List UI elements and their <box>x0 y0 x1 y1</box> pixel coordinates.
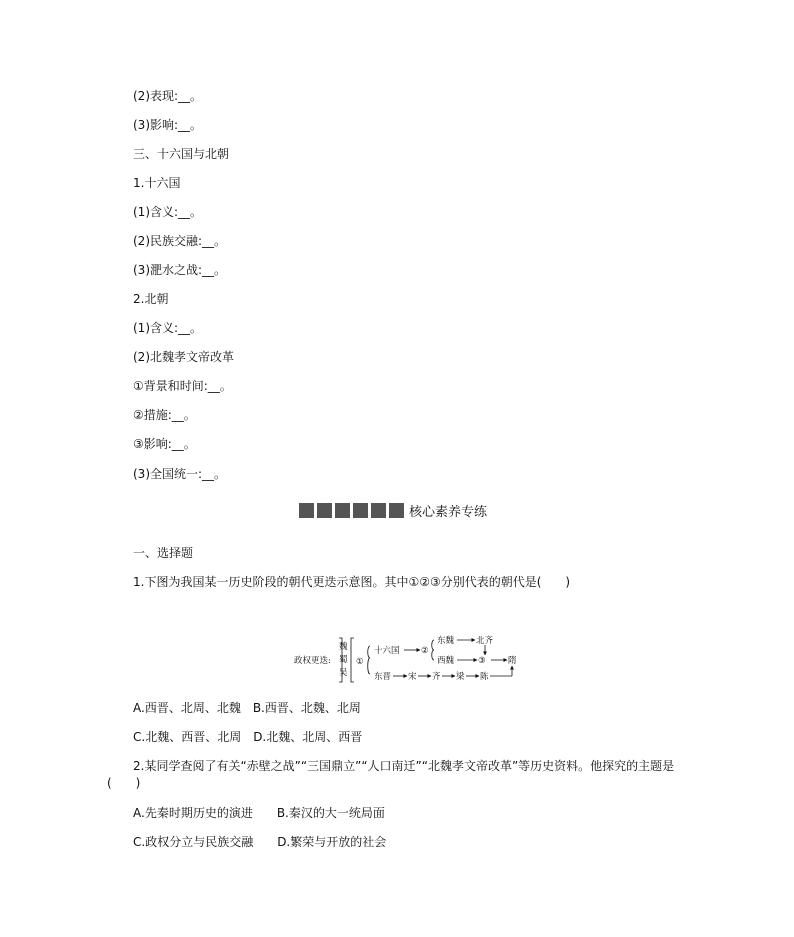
banner-block <box>389 503 404 518</box>
subheading: 2.北朝 <box>133 292 169 306</box>
banner-block <box>317 503 332 518</box>
text-line: (3)淝水之战:__。 <box>133 263 227 277</box>
dynasty-succession-diagram <box>290 628 530 690</box>
text-line: (2)民族交融:__。 <box>133 234 227 248</box>
brace-right <box>351 638 354 682</box>
banner-title: 核心素养专练 <box>409 504 488 520</box>
node-sui: 隋 <box>508 656 517 666</box>
banner-block <box>299 503 314 518</box>
banner-block <box>371 503 386 518</box>
node-song: 宋 <box>408 672 417 682</box>
text-line: ②措施:__。 <box>133 408 196 422</box>
node-marker-1: ① <box>356 657 364 667</box>
node-northern-qi: 北齐 <box>476 636 494 646</box>
banner-block <box>353 503 368 518</box>
node-sixteen-kingdoms: 十六国 <box>374 646 400 656</box>
node-chen: 陈 <box>480 672 489 682</box>
section-heading: 三、十六国与北朝 <box>133 147 230 161</box>
question-1-stem: 1.下图为我国某一历史阶段的朝代更迭示意图。其中①②③分别代表的朝代是( ) <box>133 575 571 589</box>
question-1-options: C.北魏、西晋、北周 D.北魏、北周、西晋 <box>133 730 363 744</box>
banner-block <box>335 503 350 518</box>
brace-north-split <box>432 640 434 660</box>
question-1-options: A.西晋、北周、北魏 B.西晋、北魏、北周 <box>133 701 361 715</box>
text-line: ③影响:__。 <box>133 437 196 451</box>
text-line: (3)全国统一:__。 <box>133 467 227 481</box>
node-western-wei: 西魏 <box>437 656 455 666</box>
node-marker-2: ② <box>421 646 429 656</box>
subheading: 1.十六国 <box>133 176 181 190</box>
node-wei: 魏 <box>339 642 348 652</box>
question-2-answer-paren: ( ) <box>107 776 141 790</box>
text-line: (2)北魏孝文帝改革 <box>133 350 234 364</box>
brace-split <box>368 646 370 674</box>
exercise-section-heading: 一、选择题 <box>133 546 194 560</box>
diagram-label: 政权更迭: <box>294 656 331 666</box>
text-line: (2)表现:__。 <box>133 89 203 103</box>
node-eastern-wei: 东魏 <box>437 636 455 646</box>
node-marker-3: ③ <box>478 656 486 666</box>
question-2-options: C.政权分立与民族交融 D.繁荣与开放的社会 <box>133 835 387 849</box>
node-qi: 齐 <box>432 672 441 682</box>
question-2-stem: 2.某同学查阅了有关“赤壁之战”“三国鼎立”“人口南迁”“北魏孝文帝改革”等历史资料。他探究的主题是 <box>133 759 675 773</box>
text-line: (1)含义:__。 <box>133 205 203 219</box>
node-wu: 吴 <box>339 668 348 678</box>
text-line: (3)影响:__。 <box>133 118 203 132</box>
text-line: ①背景和时间:__。 <box>133 379 232 393</box>
node-eastern-jin: 东晋 <box>374 672 392 682</box>
section-banner <box>299 502 487 518</box>
text-line: (1)含义:__。 <box>133 321 203 335</box>
node-liang: 梁 <box>456 672 465 682</box>
node-shu: 蜀 <box>339 655 348 665</box>
question-2-options: A.先秦时期历史的演进 B.秦汉的大一统局面 <box>133 806 385 820</box>
